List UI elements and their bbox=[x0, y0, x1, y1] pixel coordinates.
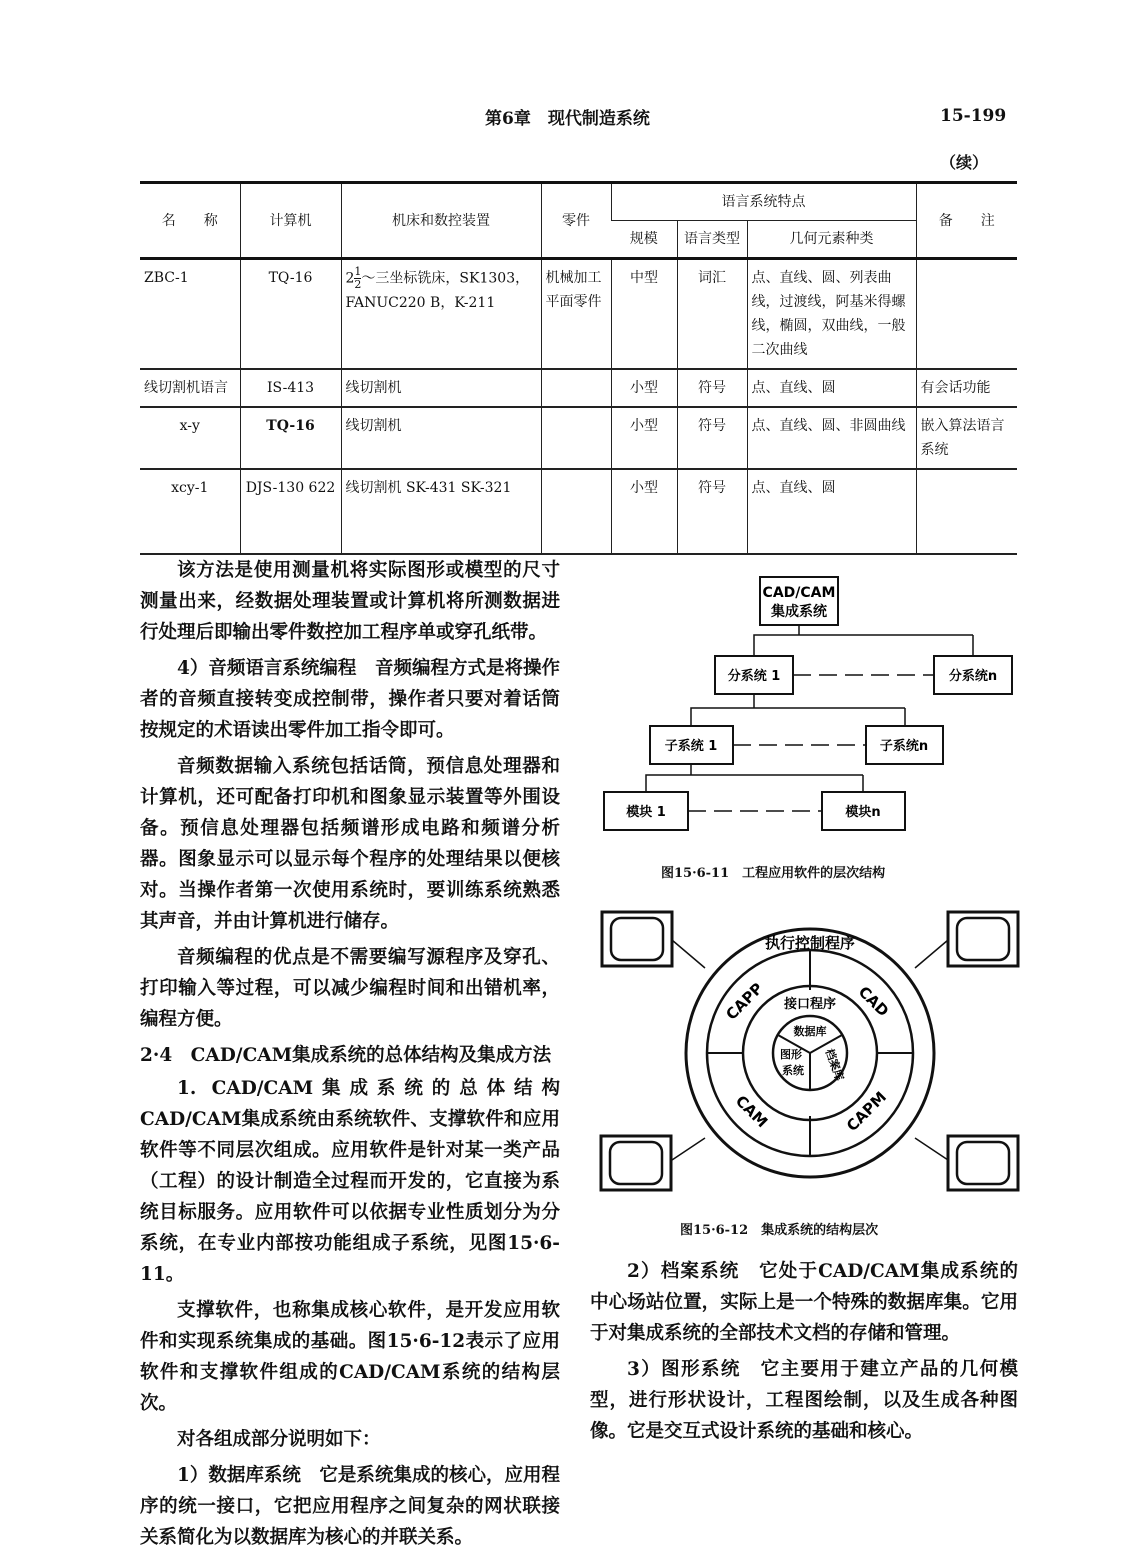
database-label: 数据库 bbox=[793, 1025, 827, 1038]
cell-remarks: 有会话功能 bbox=[916, 369, 1017, 407]
cell-scale: 中型 bbox=[611, 259, 677, 370]
paragraph: 支撑软件，也称集成核心软件，是开发应用软件和实现系统集成的基础。图15·6-12表示了应用软件和支撑软件组成的CAD/CAM系统的结构层次。 bbox=[140, 1300, 560, 1414]
box-root-label-1: CAD/CAM bbox=[762, 585, 836, 601]
figure-structure-rings bbox=[672, 929, 948, 1177]
header-geometry: 几何元素种类 bbox=[747, 221, 916, 259]
header-part: 零件 bbox=[541, 183, 611, 259]
header-machine: 机床和数控装置 bbox=[341, 183, 541, 259]
header-lang-type: 语言类型 bbox=[677, 221, 747, 259]
paragraph: 1）数据库系统 它是系统集成的核心，应用程序的统一接口，它把应用程序之间复杂的网状联接关系简化为以数据库为核心的并联关系。 bbox=[140, 1465, 560, 1548]
fraction-whole: 2 bbox=[345, 270, 355, 287]
cam-label: CAM bbox=[731, 1091, 772, 1132]
cell-geometry: 点、直线、圆、列表曲线，过渡线，阿基米得螺线，椭圆，双曲线，一般二次曲线 bbox=[747, 259, 916, 370]
cell-machine: 线切割机 SK-431 SK-321 bbox=[341, 469, 541, 554]
fraction-denominator: 2 bbox=[354, 278, 362, 291]
paragraph: 2）档案系统 它处于CAD/CAM集成系统的中心场站位置，实际上是一个特殊的数据库集。它用于对集成系统的全部技术文档的存储和管理。 bbox=[590, 1261, 1018, 1344]
cell-computer: TQ-16 bbox=[240, 407, 341, 469]
cell-name: ZBC-1 bbox=[144, 270, 189, 286]
module-1-label: 模块 1 bbox=[626, 805, 666, 820]
cell-computer: TQ-16 bbox=[240, 259, 341, 370]
graphics-label-1: 图形 bbox=[780, 1048, 802, 1061]
cell-geometry: 点、直线、圆 bbox=[747, 369, 916, 407]
capm-label: CAPM bbox=[842, 1087, 890, 1135]
cell-computer: DJS-130 622 bbox=[240, 469, 341, 554]
page-number: 15-199 bbox=[940, 106, 1007, 126]
paragraph: 4）音频语言系统编程 音频编程方式是将操作者的音频直接转变成控制带，操作者只要对着话筒按规定的术语读出零件加工指令即可。 bbox=[140, 658, 560, 741]
child-n-label: 子系统n bbox=[879, 739, 929, 754]
cell-name: xcy-1 bbox=[171, 480, 209, 496]
cell-geometry: 点、直线、圆 bbox=[747, 469, 916, 554]
paragraph: 音频数据输入系统包括话筒，预信息处理器和计算机，还可配备打印机和图象显示装置等外围设备。预信息处理器包括频谱形成电路和频谱分析器。图象显示可以显示每个程序的处理结果以便核对。当操作者第一次使用系统时，要训练系统熟悉其声音，并由计算机进行储存。 bbox=[140, 756, 560, 932]
header-scale: 规模 bbox=[629, 231, 658, 247]
right-column bbox=[590, 1256, 1018, 1452]
cell-computer: IS-413 bbox=[240, 369, 341, 407]
cell-lang-type: 符号 bbox=[677, 469, 747, 554]
cell-scale: 小型 bbox=[611, 469, 677, 554]
cell-geometry: 点、直线、圆、非圆曲线 bbox=[747, 407, 916, 469]
header-name: 名 称 bbox=[161, 212, 218, 229]
paragraph: 该方法是使用测量机将实际图形或模型的尺寸测量出来，经数据处理装置或计算机将所测数据进行处理后即输出零件数控加工程序单或穿孔纸带。 bbox=[140, 560, 560, 643]
cell-remarks: 嵌入算法语言系统 bbox=[916, 407, 1017, 469]
graphics-label-2: 系统 bbox=[782, 1064, 804, 1077]
subsystem-1-label: 分系统 1 bbox=[727, 669, 781, 684]
cell-lang-type: 符号 bbox=[677, 369, 747, 407]
subsystem-n-label: 分系统n bbox=[948, 669, 998, 684]
interface-label: 接口程序 bbox=[783, 997, 837, 1012]
paragraph: 音频编程的优点是不需要编写源程序及穿孔、打印输入等过程，可以减少编程时间和出错机率，编程方便。 bbox=[140, 947, 560, 1030]
module-n-label: 模块n bbox=[845, 805, 881, 820]
child-1-label: 子系统 1 bbox=[664, 739, 718, 754]
cell-name: 线切割机语言 bbox=[144, 380, 228, 396]
cell-part: 机械加工平面零件 bbox=[541, 259, 611, 370]
cell-lang-type: 词汇 bbox=[677, 259, 747, 370]
table-continued-label: （续） bbox=[940, 153, 989, 172]
cell-lang-type: 符号 bbox=[677, 407, 747, 469]
box-root-label-2: 集成系统 bbox=[771, 604, 827, 620]
exec-control-label: 执行控制程序 bbox=[764, 934, 856, 952]
fraction-numerator: 1 bbox=[354, 265, 362, 278]
cell-name: x-y bbox=[179, 418, 200, 434]
cell-machine: 线切割机 bbox=[341, 407, 541, 469]
cell-machine: 线切割机 bbox=[341, 369, 541, 407]
header-computer: 计算机 bbox=[240, 183, 341, 259]
chapter-title: 第6章 现代制造系统 bbox=[485, 109, 650, 129]
header-remarks: 备 注 bbox=[916, 183, 1017, 259]
figure-12-caption: 图15·6-12 集成系统的结构层次 bbox=[680, 1223, 879, 1238]
cell-scale: 小型 bbox=[611, 369, 677, 407]
header-lang-features: 语言系统特点 bbox=[611, 183, 916, 221]
cell-scale: 小型 bbox=[611, 407, 677, 469]
cad-label: CAD bbox=[854, 982, 893, 1021]
section-heading: 2·4 CAD/CAM集成系统的总体结构及集成方法 bbox=[140, 1045, 552, 1066]
paragraph: 1. CAD/CAM集成系统的总体结构 CAD/CAM集成系统由系统软件、支撑软件和应用软件等不同层次组成。应用软件是针对某一类产品（工程）的设计制造全过程而开发的，它直接为系统目标服务。应用软件可以依据专业性质划分为分系统，在专业内部按功能组成子系统，见图15·6-11。 bbox=[140, 1078, 579, 1285]
machine-text: ～三坐标铣床，SK1303，FANUC220 B，K-211 bbox=[345, 270, 530, 311]
archive-label: 档案库 bbox=[822, 1047, 847, 1083]
paragraph: 3）图形系统 它主要用于建立产品的几何模型，进行形状设计，工程图绘制，以及生成各种图像。它是交互式设计系统的基础和核心。 bbox=[590, 1359, 1018, 1442]
figure-11-caption: 图15·6-11 工程应用软件的层次结构 bbox=[661, 866, 886, 881]
capp-label: CAPP bbox=[722, 979, 767, 1024]
paragraph: 对各组成部分说明如下： bbox=[177, 1429, 381, 1450]
